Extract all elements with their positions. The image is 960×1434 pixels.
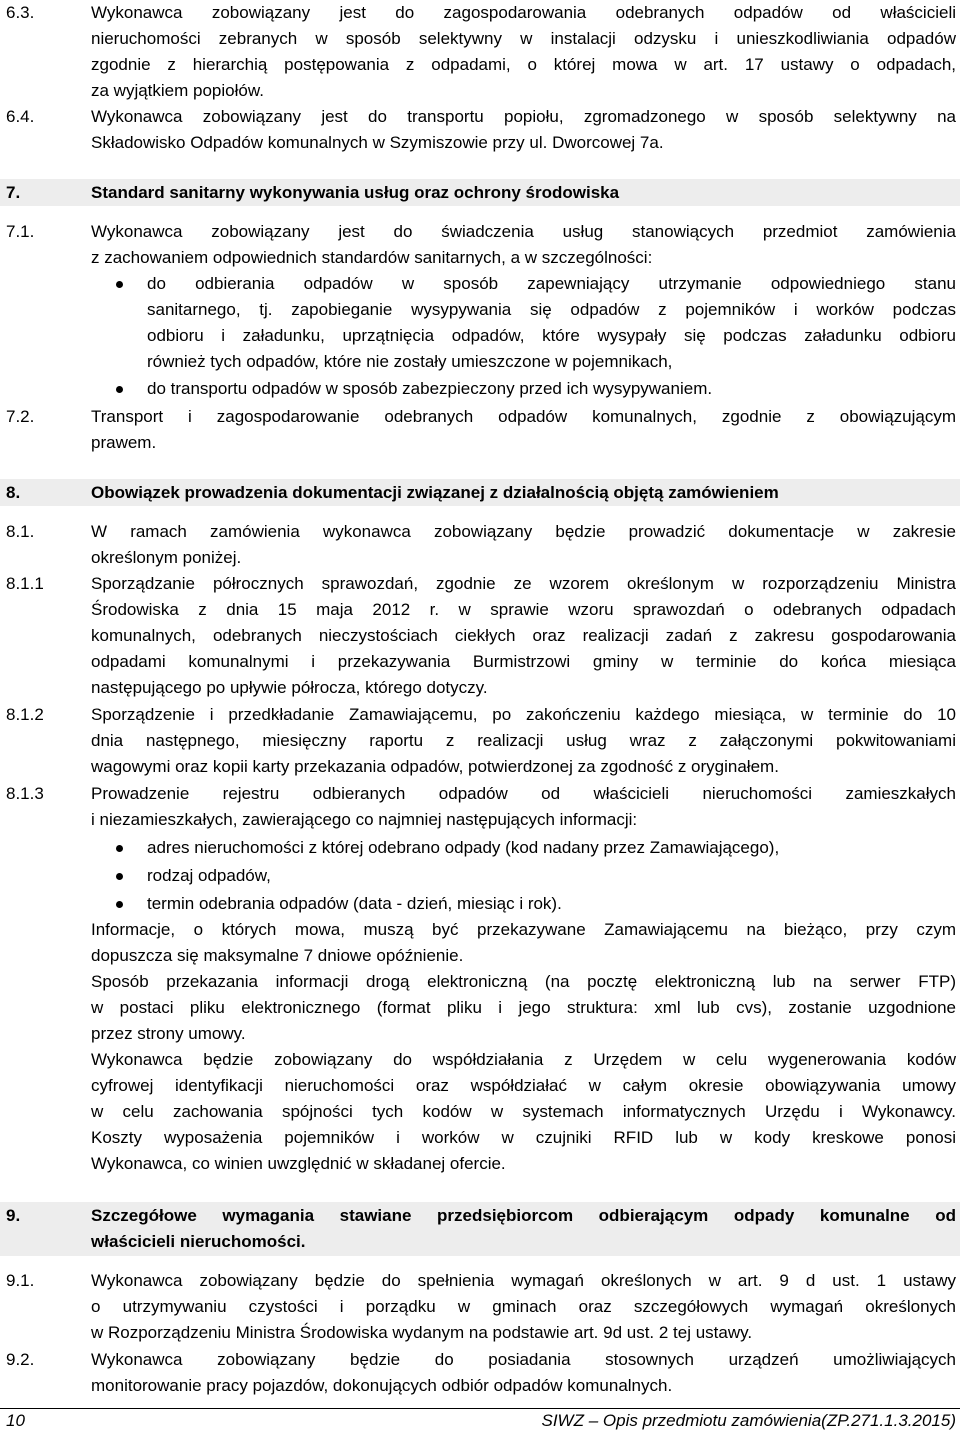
section-number: 8.1.2 <box>6 705 44 724</box>
paragraph-line: z zachowaniem odpowiednich standardów sanitarnych, a w szczególności: <box>91 248 653 267</box>
paragraph-line: Wykonawca zobowiązany będzie do spełnienia wymagań określonych w art. 9 d ust. 1 ustawy <box>91 1271 956 1290</box>
paragraph-line: w celu zachowania spójności tych kodów w systemach informatycznych Urzędu i Wykonawcy. <box>91 1102 956 1121</box>
paragraph-line: Wykonawca będzie zobowiązany do współdziałania z Urzędem w celu wygenerowania kodów <box>91 1050 956 1069</box>
list-item-line: sanitarnego, tj. zapobieganie wysypywania się odpadów z pojemników i worków podczas <box>147 300 956 319</box>
section-number: 9.2. <box>6 1350 35 1369</box>
document-reference: SIWZ – Opis przedmiotu zamówienia(ZP.271.1.3.2015) <box>541 1411 956 1430</box>
paragraph-line: Sporządzanie półrocznych sprawozdań, zgodnie ze wzorem określonym w rozporządzeniu Ministra <box>91 574 956 593</box>
paragraph-line: Sporządzenie i przedkładanie Zamawiającemu, po zakończeniu każdego miesiąca, w terminie do 10 <box>91 705 956 724</box>
paragraph-line: Informacje, o których mowa, muszą być przekazywane Zamawiającemu na bieżąco, przy czym <box>91 920 956 939</box>
paragraph-line: Wykonawca zobowiązany będzie do posiadania stosownych urządzeń umożliwiających <box>91 1350 956 1369</box>
list-item-line: rodzaj odpadów, <box>147 866 271 885</box>
paragraph-line: następującego po upływie półrocza, którego dotyczy. <box>91 678 488 697</box>
bullet-icon <box>116 281 123 288</box>
paragraph-line: cyfrowej identyfikacji nieruchomości oraz współdziałać w całym okresie obowiązywania umowy <box>91 1076 956 1095</box>
section-heading: Szczegółowe wymagania stawiane przedsiębiorcom odbierającym odpady komunalne od <box>91 1206 956 1225</box>
section-number: 8.1.3 <box>6 784 44 803</box>
heading-number: 9. <box>6 1206 21 1225</box>
paragraph-line: Sposób przekazania informacji drogą elektroniczną (na pocztę elektroniczną lub na serwer FTP) <box>91 972 956 991</box>
paragraph-line: Wykonawca zobowiązany jest do świadczenia usług stanowiących przedmiot zamówienia <box>91 222 956 241</box>
bullet-icon <box>116 845 123 852</box>
section-number: 6.3. <box>6 3 35 22</box>
page-number: 10 <box>6 1411 25 1430</box>
section-heading: Obowiązek prowadzenia dokumentacji związanej z działalnością objętą zamówieniem <box>91 483 779 502</box>
paragraph-line: Wykonawca zobowiązany jest do transportu popiołu, zgromadzonego w sposób selektywny na <box>91 107 956 126</box>
paragraph-line: zgodnie z hierarchią postępowania z odpadami, o której mowa w art. 17 ustawy o odpadach, <box>91 55 956 74</box>
paragraph-line: odpadami komunalnymi i przekazywania Burmistrzowi gminy w terminie do końca miesiąca <box>91 652 956 671</box>
section-number: 7.2. <box>6 407 35 426</box>
paragraph-line: w postaci pliku elektronicznego (format pliku i jego struktura: xml lub cvs), zostanie uzgodnione <box>91 998 956 1017</box>
section-number: 9.1. <box>6 1271 35 1290</box>
paragraph-line: i niezamieszkałych, zawierającego co najmniej następujących informacji: <box>91 810 638 829</box>
bullet-icon <box>116 901 123 908</box>
paragraph-line: Transport i zagospodarowanie odebranych odpadów komunalnych, zgodnie z obowiązującym <box>91 407 956 426</box>
bullet-icon <box>116 873 123 880</box>
paragraph-line: Koszty wyposażenia pojemników i worków w czujniki RFID lub w kody kreskowe ponosi <box>91 1128 956 1147</box>
section-heading: Standard sanitarny wykonywania usług oraz ochrony środowiska <box>91 183 620 202</box>
paragraph-line: przez strony umowy. <box>91 1024 246 1043</box>
paragraph-line: prawem. <box>91 433 157 452</box>
section-number: 8.1. <box>6 522 35 541</box>
paragraph-line: Środowiska z dnia 15 maja 2012 r. w sprawie wzoru sprawozdań o odebranych odpadach <box>91 600 956 619</box>
paragraph-line: Składowisko Odpadów komunalnych w Szymiszowie przy ul. Dworcowej 7a. <box>91 133 664 152</box>
paragraph-line: W ramach zamówienia wykonawca zobowiązany będzie prowadzić dokumentacje w zakresie <box>91 522 956 541</box>
heading-number: 8. <box>6 483 21 502</box>
section-number: 7.1. <box>6 222 35 241</box>
paragraph-line: Prowadzenie rejestru odbieranych odpadów od właścicieli nieruchomości zamieszkałych <box>91 784 956 803</box>
list-item-line: odbioru i załadunku, uprzątnięcia odpadów, które wysypały się podczas załadunku odbioru <box>147 326 956 345</box>
paragraph-line: Wykonawca, co winien uwzględnić w składanej ofercie. <box>91 1154 506 1173</box>
list-item-line: do transportu odpadów w sposób zabezpieczony przed ich wysypywaniem. <box>147 379 713 398</box>
paragraph-line: komunalnych, odebranych nieczystościach ciekłych oraz realizacji zadań z zakresu gospodarowania <box>91 626 956 645</box>
paragraph-line: o utrzymywaniu czystości i porządku w gminach oraz szczegółowych wymagań określonych <box>91 1297 956 1316</box>
list-item-line: do odbierania odpadów w sposób zapewniający utrzymanie odpowiedniego stanu <box>147 274 956 293</box>
paragraph-line: Wykonawca zobowiązany jest do zagospodarowania odebranych odpadów od właścicieli <box>91 3 956 22</box>
paragraph-line: za wyjątkiem popiołów. <box>91 81 264 100</box>
paragraph-line: dnia następnego, miesięczny raportu z realizacji usług wraz z załączonymi pokwitowaniami <box>91 731 956 750</box>
paragraph-line: nieruchomości zebranych w sposób selektywny w instalacji odzysku i unieszkodliwiania odpadów <box>91 29 956 48</box>
list-item-line: termin odebrania odpadów (data - dzień, miesiąc i rok). <box>147 894 562 913</box>
paragraph-line: określonym poniżej. <box>91 548 242 567</box>
paragraph-line: w Rozporządzeniu Ministra Środowiska wydanym na podstawie art. 9d ust. 2 tej ustawy. <box>91 1323 753 1342</box>
section-number: 8.1.1 <box>6 574 44 593</box>
paragraph-line: dopuszcza się maksymalne 7 dniowe opóźnienie. <box>91 946 464 965</box>
list-item-line: również tych odpadów, które nie zostały umieszczone w pojemnikach, <box>147 352 673 371</box>
paragraph-line: wagowymi oraz kopii karty przekazania odpadów, potwierdzonej za zgodność z oryginałem. <box>91 757 779 776</box>
heading-number: 7. <box>6 183 21 202</box>
section-heading: właścicieli nieruchomości. <box>91 1232 306 1251</box>
section-number: 6.4. <box>6 107 35 126</box>
paragraph-line: monitorowanie pracy pojazdów, dokonujących odbiór odpadów komunalnych. <box>91 1376 673 1395</box>
bullet-icon <box>116 386 123 393</box>
list-item-line: adres nieruchomości z której odebrano odpady (kod nadany przez Zamawiającego), <box>147 838 780 857</box>
